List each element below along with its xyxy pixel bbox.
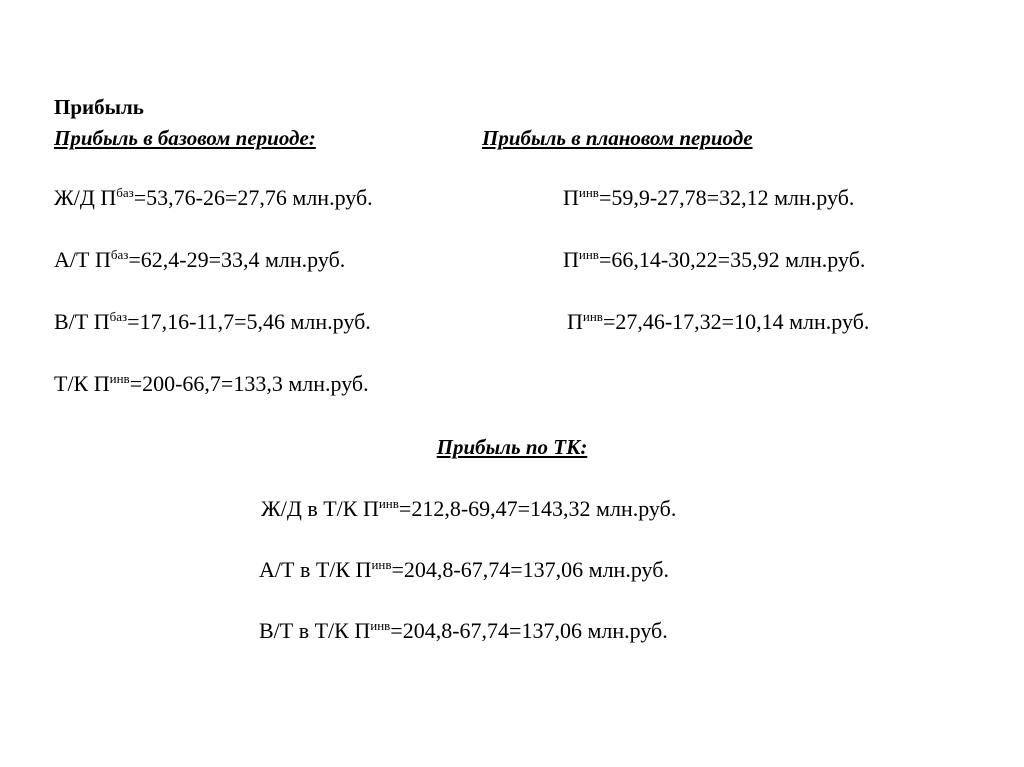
heading-tk-profit: Прибыль по ТК: xyxy=(436,435,588,459)
formula-expression: =53,76-26=27,76 млн.руб. xyxy=(133,185,373,210)
formula-expression: =204,8-67,74=137,06 млн.руб. xyxy=(390,618,668,643)
formula-superscript: баз xyxy=(116,185,134,200)
heading-base-period: Прибыль в базовом периоде: xyxy=(54,126,316,150)
formula-expression: =200-66,7=133,3 млн.руб. xyxy=(129,371,369,396)
formula-prefix: П xyxy=(567,309,583,334)
formula-expression: =59,9-27,78=32,12 млн.руб. xyxy=(598,185,855,210)
formula-prefix: Т/К П xyxy=(54,371,110,396)
formula-superscript: баз xyxy=(110,247,129,262)
formula-superscript: инв xyxy=(578,247,599,262)
formula-superscript: инв xyxy=(371,557,392,572)
formula-expression: =212,8-69,47=143,32 млн.руб. xyxy=(398,496,677,521)
page-title: Прибыль xyxy=(54,95,144,119)
formula-expression: =66,14-30,22=35,92 млн.руб. xyxy=(598,247,866,272)
formula-tk-inv xyxy=(54,372,369,396)
formula-auto-plan xyxy=(563,248,865,272)
formula-superscript: баз xyxy=(109,309,128,324)
formula-expression: =17,16-11,7=5,46 млн.руб. xyxy=(127,309,371,334)
formula-superscript: инв xyxy=(582,309,603,324)
formula-prefix: Ж/Д в Т/К П xyxy=(261,496,379,521)
formula-prefix: В/Т в Т/К П xyxy=(259,618,371,643)
formula-prefix: П xyxy=(563,247,579,272)
formula-rail-base xyxy=(54,186,373,210)
formula-expression: =27,46-17,32=10,14 млн.руб. xyxy=(602,309,870,334)
formula-superscript: инв xyxy=(370,618,391,633)
formula-prefix: Ж/Д П xyxy=(54,185,117,210)
formula-prefix: П xyxy=(563,185,579,210)
formula-superscript: инв xyxy=(578,185,599,200)
formula-prefix: В/Т П xyxy=(54,309,110,334)
formula-superscript: инв xyxy=(109,371,130,386)
formula-superscript: инв xyxy=(378,496,399,511)
formula-auto-base xyxy=(54,248,345,272)
formula-rail-tk xyxy=(261,497,676,521)
formula-prefix: А/Т в Т/К П xyxy=(259,557,372,582)
formula-water-plan xyxy=(567,310,869,334)
formula-expression: =204,8-67,74=137,06 млн.руб. xyxy=(391,557,669,582)
formula-expression: =62,4-29=33,4 млн.руб. xyxy=(128,247,346,272)
formula-prefix: А/Т П xyxy=(54,247,111,272)
formula-rail-plan xyxy=(563,186,854,210)
formula-auto-tk xyxy=(259,558,669,582)
heading-plan-period: Прибыль в плановом периоде xyxy=(482,126,753,150)
formula-water-base xyxy=(54,310,371,334)
formula-water-tk xyxy=(259,619,668,643)
